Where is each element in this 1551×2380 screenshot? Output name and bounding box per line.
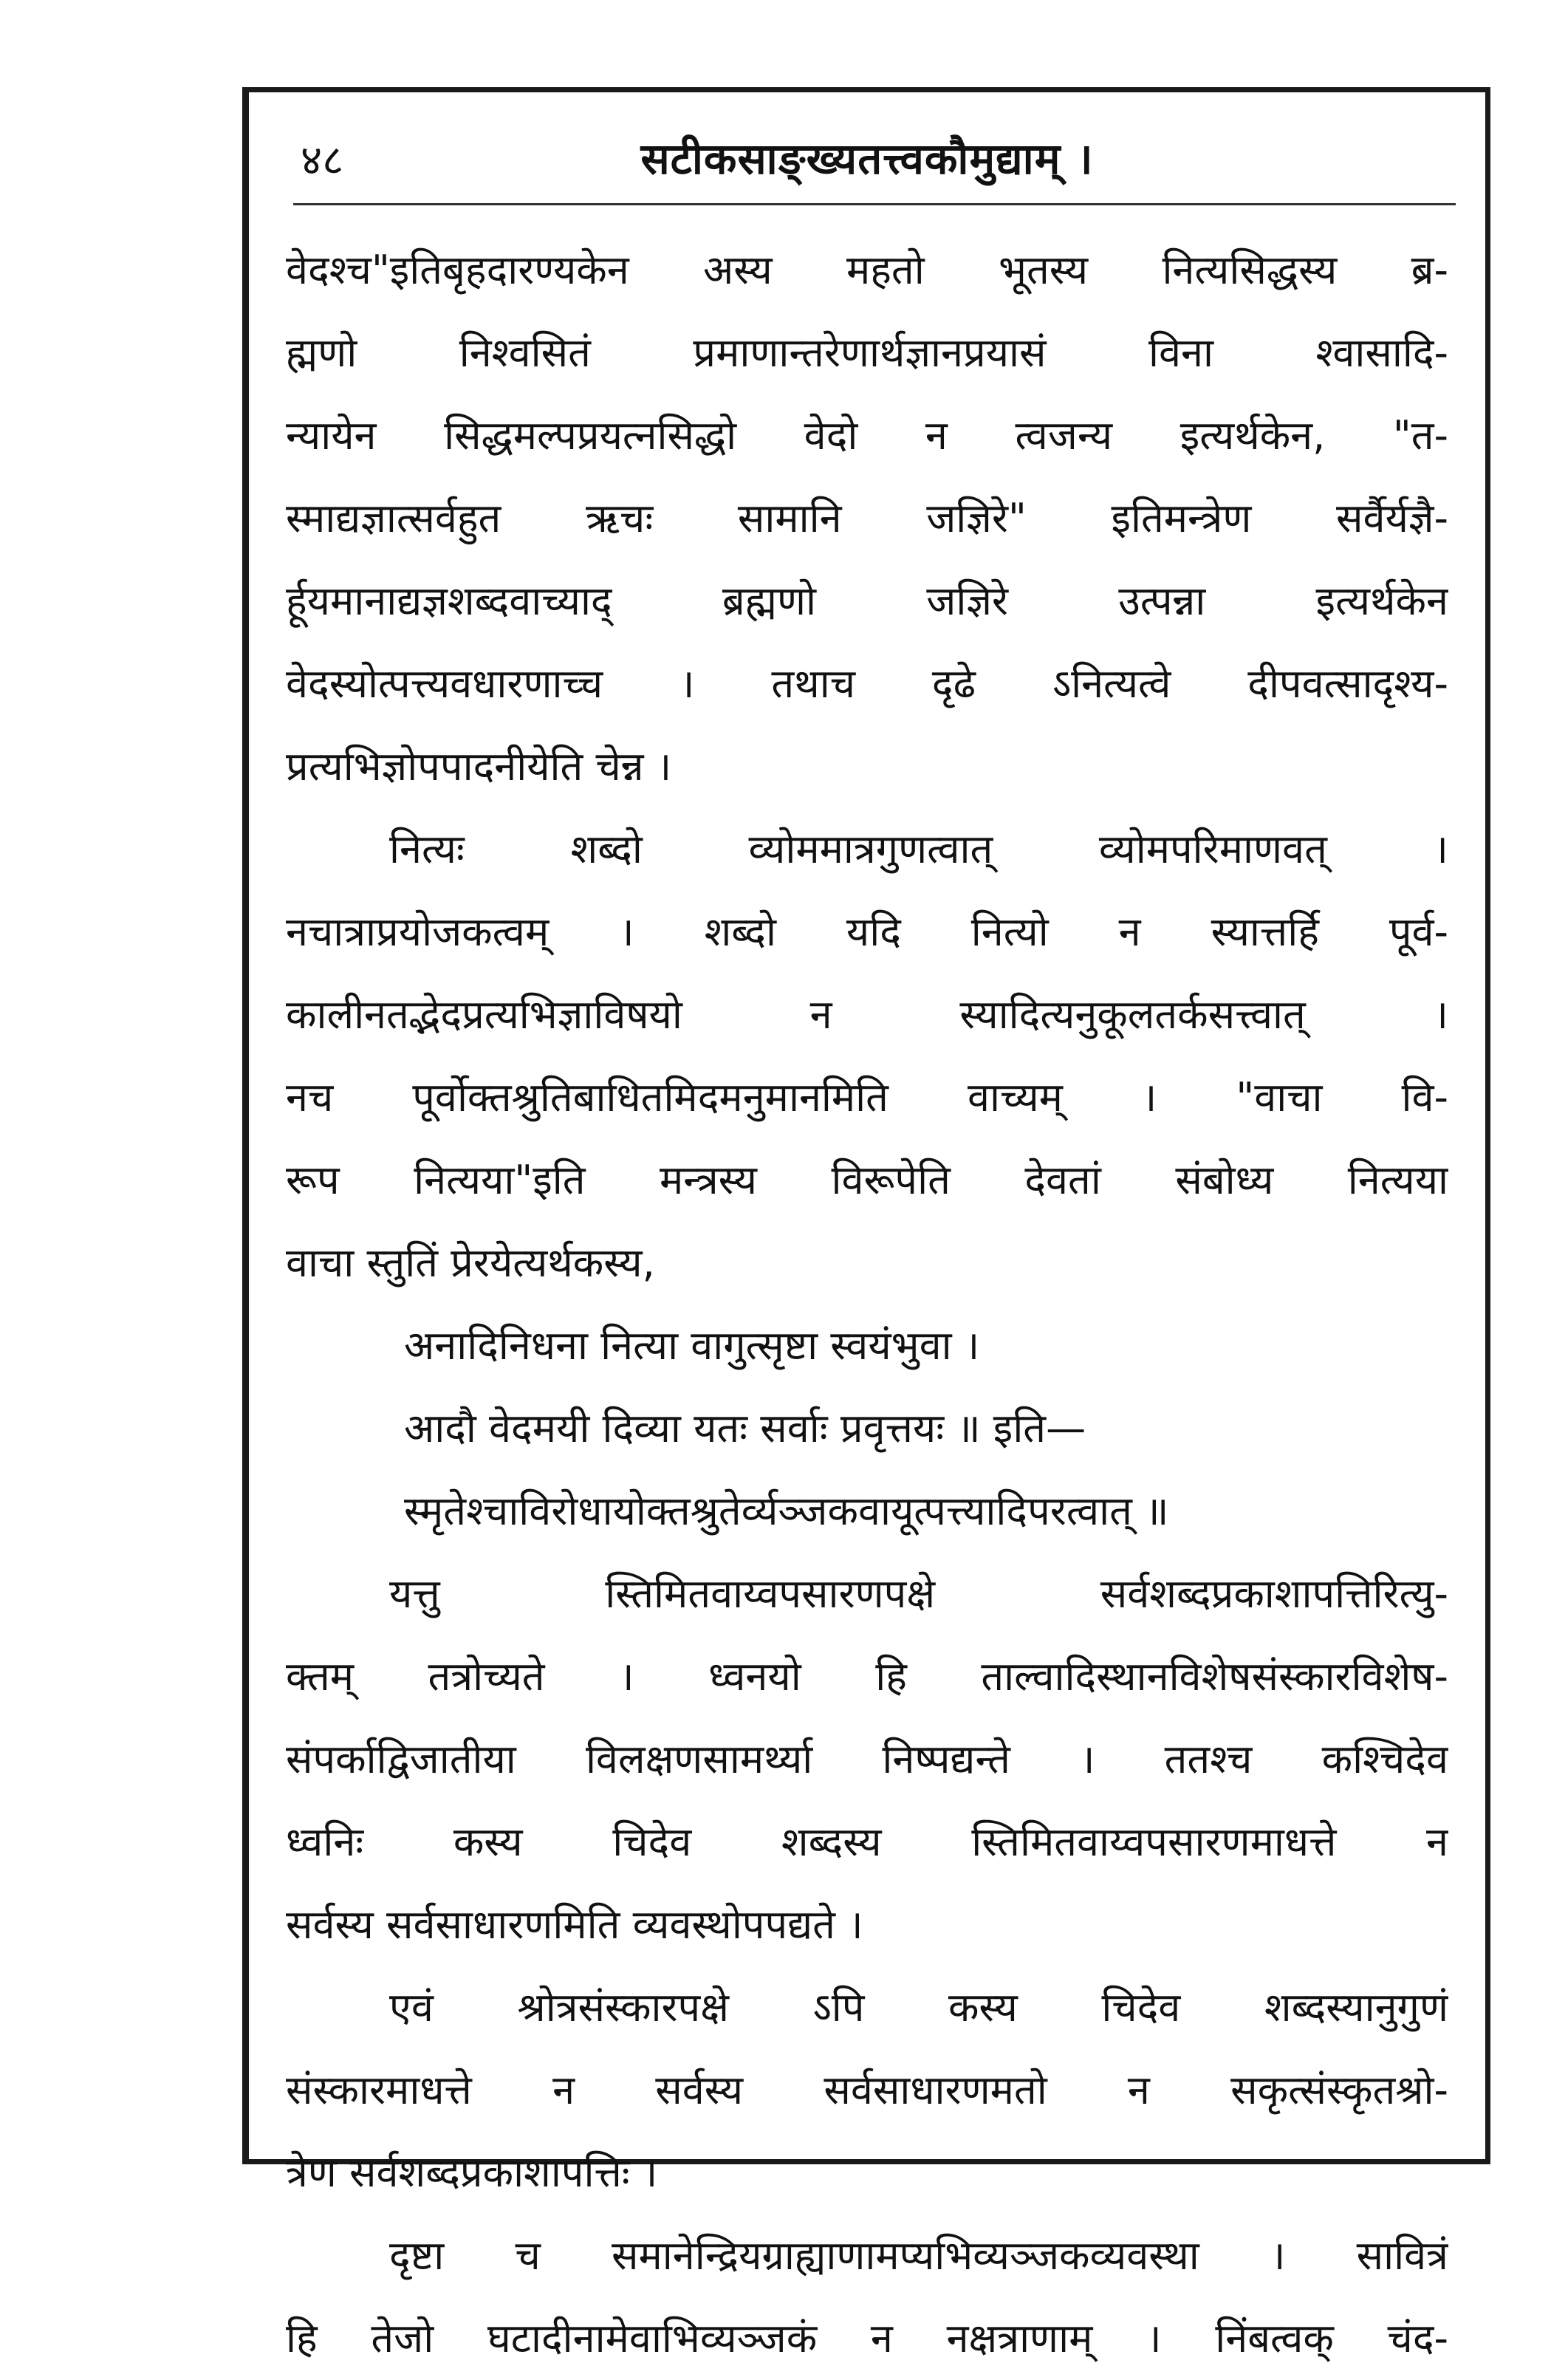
page-header [264, 122, 1470, 196]
text-line: वेदश्च"इतिबृहदारण्यकेन अस्य महतो भूतस्य नित्यसिद्धस्य ब्र- [286, 247, 1448, 293]
text-line: नित्यः शब्दो व्योममात्रगुणत्वात् व्योमपरिमाणवत् । [389, 826, 1448, 872]
header-rule [293, 203, 1456, 205]
text-line: नच पूर्वोक्तश्रुतिबाधितमिदमनुमानमिति वाच्यम् । "वाचा वि- [286, 1074, 1448, 1121]
page-number: ४८ [301, 137, 344, 185]
text-line: स्माद्यज्ञात्सर्वहुत ऋचः सामानि जज्ञिरे" इतिमन्त्रेण सर्वैर्यज्ञै- [286, 495, 1448, 541]
text-line: न्यायेन सिद्धमल्पप्रयत्नसिद्धो वेदो न त्वजन्य इत्यर्थकेन, "त- [286, 412, 1448, 459]
text-line: क्तम् तत्रोच्यते । ध्वनयो हि ताल्वादिस्थानविशेषसंस्कारविशेष- [286, 1653, 1448, 1700]
text-line: सर्वस्य सर्वसाधारणमिति व्यवस्थोपपद्यते । [286, 1901, 863, 1948]
text-line: हि तेजो घटादीनामेवाभिव्यञ्जकं न नक्षत्राणाम् । निंबत्वक् चंद- [286, 2315, 1448, 2362]
verse-line: स्मृतेश्चाविरोधायोक्तश्रुतेर्व्यञ्जकवायूत्पत्त्यादिपरत्वात् ॥ [404, 1488, 1169, 1534]
page-frame [242, 87, 1490, 2362]
text-line: रूप नित्यया"इति मन्त्रस्य विरूपेति देवतां संबोध्य नित्यया [286, 1157, 1448, 1203]
text-line: कालीनतद्भेदप्रत्यभिज्ञाविषयो न स्यादित्यनुकूलतर्कसत्त्वात् । [286, 991, 1448, 1038]
text-line: वेदस्योत्पत्त्यवधारणाच्च । तथाच दृढे ऽनित्यत्वे दीपवत्सादृश्य- [286, 660, 1448, 707]
text-line: ह्मणो निश्वसितं प्रमाणान्तरेणार्थज्ञानप्रयासं विना श्वासादि- [286, 329, 1448, 376]
text-line: संपर्काद्विजातीया विलक्षणसामर्थ्या निष्पद्यन्ते । ततश्च कश्चिदेव [286, 1736, 1448, 1782]
text-line: यत्तु स्तिमितवाय्वपसारणपक्षे सर्वशब्दप्रकाशापत्तिरित्यु- [389, 1570, 1448, 1617]
verse-line: आदौ वेदमयी दिव्या यतः सर्वाः प्रवृत्तयः ॥ इति— [404, 1405, 1086, 1451]
text-line: एवं श्रोत्रसंस्कारपक्षे ऽपि कस्य चिदेव शब्दस्यानुगुणं [389, 1984, 1448, 2031]
text-line: संस्कारमाधत्ते न सर्वस्य सर्वसाधारणमतो न सकृत्संस्कृतश्रो- [286, 2067, 1448, 2113]
verse-line: अनादिनिधना नित्या वागुत्सृष्टा स्वयंभुवा । [404, 1322, 980, 1369]
text-line: ध्वनिः कस्य चिदेव शब्दस्य स्तिमितवाय्वपसारणमाधत्ते न [286, 1819, 1448, 1865]
text-line: दृष्टा च समानेन्द्रियग्राह्याणामप्यभिव्यञ्जकव्यवस्था । सावित्रं [389, 2232, 1448, 2279]
text-line: प्रत्यभिज्ञोपपादनीयेति चेन्न । [286, 743, 672, 790]
text-line: नचात्राप्रयोजकत्वम् । शब्दो यदि नित्यो न स्यात्तर्हि पूर्व- [286, 909, 1448, 955]
text-line: वाचा स्तुतिं प्रेरयेत्यर्थकस्य, [286, 1239, 655, 1286]
body-text [286, 229, 1448, 2380]
text-line: त्रेण सर्वशब्दप्रकाशापत्तिः । [286, 2150, 658, 2196]
running-title: सटीकसाङ्ख्यतत्त्वकौमुद्याम् । [640, 134, 1094, 184]
text-line: र्हूयमानाद्यज्ञशब्दवाच्याद् ब्रह्मणो जज्ञिरे उत्पन्ना इत्यर्थकेन [286, 578, 1448, 624]
